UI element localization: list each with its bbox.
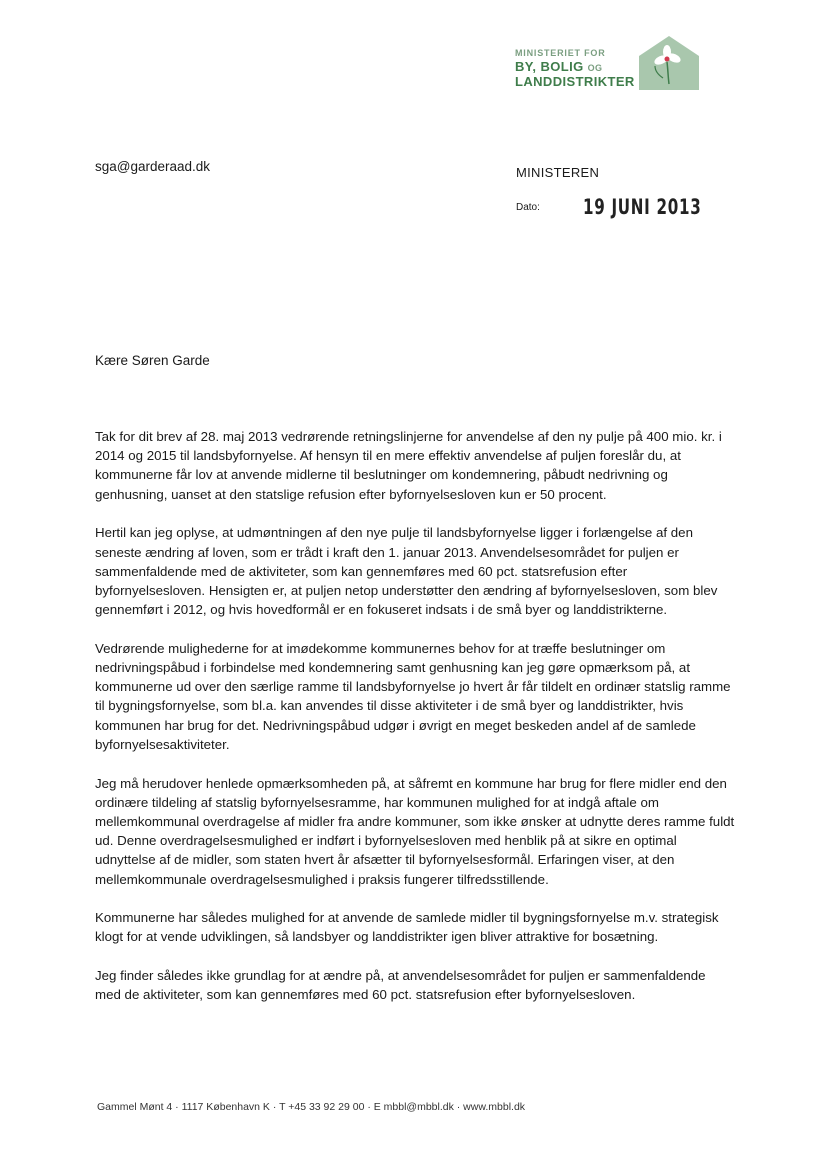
letter-body (95, 427, 735, 1024)
footer-contact: Gammel Mønt 4 · 1117 København K · T +45 33 92 29 00 · E mbbl@mbbl.dk · www.mbbl.dk (97, 1101, 526, 1113)
house-flower-icon (637, 34, 701, 92)
logo-line-3: LANDDISTRIKTER (515, 74, 635, 89)
date-stamp: 19 JUNI 2013 (583, 195, 702, 219)
ministry-logo (512, 34, 702, 96)
sender-title: MINISTEREN (516, 165, 600, 180)
paragraph: Hertil kan jeg oplyse, at udmøntningen af den nye pulje til landsbyfornyelse ligger i forlængelse af den seneste ændring af loven, som er trådt i kraft den 1. januar 2013. Anvendelsesområdet for puljen er sammenfaldende med de aktiviteter, som kan gennemføres med 60 pct. statsrefusion efter byfornyelsesloven. Hensigten er, at puljen netop understøtter den ændring af byfornyelsesloven, som blev gennemført i 2012, og hvis hovedformål er en fokuseret indsats i de små byer og landdistrikterne. (95, 525, 718, 618)
logo-line-1: MINISTERIET FOR (515, 48, 606, 58)
date-label: Dato: (516, 202, 540, 213)
paragraph: Jeg må herudover henlede opmærksomheden på, at såfremt en kommune har brug for flere midler end den ordinære tildeling af statslig byfornyelsesramme, har kommunen mulighed for at indgå aftale om mellemkommunal overdragelse af midler fra andre kommuner, som ikke ønsker at udnytte deres ramme fuldt ud. Denne overdragelsesmulighed er indført i byfornyelsesloven med henblik på at sikre en optimal udnyttelse af de midler, som staten hvert år afsætter til byfornyelsesformål. Erfaringen viser, at den mellemkommunale overdragelsesmulighed i praksis fungerer tilfredsstillende. (95, 775, 735, 887)
paragraph: Tak for dit brev af 28. maj 2013 vedrørende retningslinjerne for anvendelse af den ny pulje på 400 mio. kr. i 2014 og 2015 til landsbyfornyelse. Af hensyn til en mere effektiv anvendelse af puljen foreslår du, at kommunerne får lov at anvende midlerne til beslutninger om kondemnering, påbudt nedrivning og genhusning, uanset at den statslige refusion efter byfornyelsesloven kun er 50 procent. (95, 429, 722, 502)
salutation: Kære Søren Garde (95, 353, 210, 368)
paragraph: Jeg finder således ikke grundlag for at ændre på, at anvendelsesområdet for puljen er sammenfaldende med de aktiviteter, som kan gennemføres med 60 pct. statsrefusion efter byfornyelsesloven. (95, 968, 706, 1003)
recipient-email: sga@garderaad.dk (95, 159, 211, 174)
logo-line-2 (515, 60, 635, 75)
logo-line-2-main: BY, BOLIG (515, 59, 584, 74)
logo-text (515, 46, 635, 89)
logo-og: OG (587, 63, 603, 73)
paragraph: Vedrørende mulighederne for at imødekomme kommunernes behov for at træffe beslutninger om nedrivningspåbud i forbindelse med kondemnering samt genhusning kan jeg gøre opmærksom på, at kommunerne ud over den særlige ramme til landsbyfornyelse jo hvert år får tildelt en ordinær statslig ramme til bygningsfornyelse, som bl.a. kan anvendes til disse aktiviteter i de små byer og landdistrikter, hvis kommunen har brug for det. Nedrivningspåbud udgør i øvrigt en meget beskeden andel af de samlede byfornyelsesaktiviteter. (95, 640, 731, 752)
paragraph: Kommunerne har således mulighed for at anvende de samlede midler til bygningsfornyelse m.v. strategisk klogt for at vende udviklingen, så landsbyer og landdistrikter igen bliver attraktive for bosætning. (95, 910, 719, 945)
